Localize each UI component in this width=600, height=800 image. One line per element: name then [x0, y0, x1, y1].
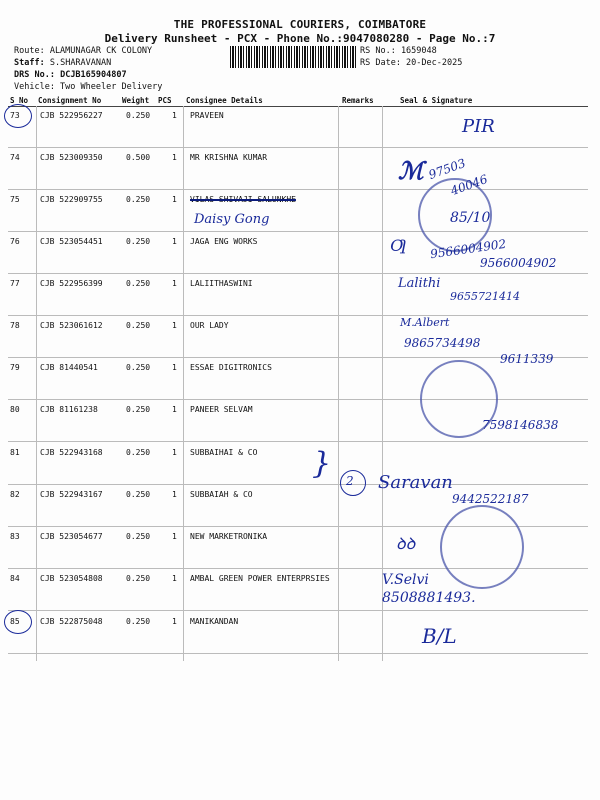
- col-remarks: Remarks: [342, 96, 374, 105]
- circled-row-mark: [4, 104, 32, 128]
- route-label: Route: ALAMUNAGAR CK COLONY: [14, 46, 153, 56]
- row-consignment: CJB 522909755: [40, 195, 103, 204]
- staff-name: S.SHARAVANAN: [49, 58, 112, 68]
- row-pcs: 1: [172, 405, 177, 414]
- row-consignee: JAGA ENG WORKS: [190, 237, 258, 246]
- row-weight: 0.250: [126, 237, 151, 246]
- row-weight: 0.250: [126, 574, 151, 583]
- row-sno: 80: [10, 405, 20, 414]
- table-row: [0, 363, 600, 405]
- row-consignee: OUR LADY: [190, 321, 229, 330]
- col-consignment: Consignment No: [38, 96, 102, 105]
- handwritten-phone: 9865734498: [404, 336, 481, 350]
- drs-label: DRS No.:: [14, 70, 55, 80]
- table-row: [0, 195, 600, 237]
- row-consignment: CJB 523054677: [40, 532, 103, 541]
- drs-line: [14, 70, 127, 81]
- staff-line: [14, 58, 111, 69]
- row-consignee: ESSAE DIGITRONICS: [190, 363, 272, 372]
- row-consignee: LALIITHASWINI: [190, 279, 253, 288]
- handwritten-signature: 85/10: [450, 210, 491, 226]
- row-sno: 85: [10, 617, 20, 626]
- row-sno: 78: [10, 321, 20, 330]
- col-weight: Weight: [122, 96, 150, 105]
- row-divider: [8, 610, 588, 611]
- handwritten-note: 97503: [426, 155, 468, 183]
- row-pcs: 1: [172, 111, 177, 120]
- company-seal-stamp: [440, 505, 524, 589]
- row-pcs: 1: [172, 490, 177, 499]
- table-row: [0, 153, 600, 195]
- row-weight: 0.250: [126, 321, 151, 330]
- row-divider: [8, 147, 588, 148]
- table-row: [0, 617, 600, 659]
- handwritten-phone: 9442522187: [452, 492, 529, 506]
- row-consignment: CJB 523009350: [40, 153, 103, 162]
- row-divider: [8, 441, 588, 442]
- signature-scribble: ꝺꝺ: [396, 534, 416, 553]
- staff-label: Staff:: [14, 58, 45, 68]
- row-consignment: CJB 81161238: [40, 405, 98, 414]
- handwritten-phone: 9611339: [500, 352, 554, 366]
- company-title: THE PROFESSIONAL COURIERS, COIMBATORE: [173, 18, 427, 31]
- row-sno: 83: [10, 532, 20, 541]
- runsheet-subtitle: Delivery Runsheet - PCX - Phone No.:9047080280 - Page No.:7: [104, 32, 496, 45]
- circled-row-mark: [4, 610, 32, 634]
- rs-number: RS No.: 1659048: [360, 46, 437, 56]
- row-pcs: 1: [172, 237, 177, 246]
- handwritten-phone: 7598146838: [482, 418, 559, 432]
- row-consignee: PANEER SELVAM: [190, 405, 253, 414]
- row-divider: [8, 653, 588, 654]
- row-consignee: NEW MARKETRONIKA: [190, 532, 268, 541]
- row-pcs: 1: [172, 195, 177, 204]
- row-pcs: 1: [172, 448, 177, 457]
- row-divider: [8, 231, 588, 232]
- row-divider: [8, 189, 588, 190]
- row-pcs: 1: [172, 363, 177, 372]
- row-sno: 74: [10, 153, 20, 162]
- signature-scribble: ℳ: [398, 156, 424, 185]
- row-weight: 0.250: [126, 279, 151, 288]
- handwritten-phone: 9655721414: [450, 290, 520, 303]
- row-sno: 76: [10, 237, 20, 246]
- handwritten-recipient: Daisy Gong: [194, 212, 270, 227]
- table-row: [0, 111, 600, 153]
- row-consignment: CJB 522956227: [40, 111, 103, 120]
- handwritten-recipient: M.Albert: [400, 316, 450, 329]
- row-sno: 82: [10, 490, 20, 499]
- drs-number: DCJB165904807: [60, 70, 127, 80]
- row-consignee: VILAS SHIVAJI SALUNKHE: [190, 195, 296, 204]
- row-weight: 0.250: [126, 617, 151, 626]
- row-consignment: CJB 81440541: [40, 363, 98, 372]
- row-weight: 0.250: [126, 111, 151, 120]
- row-consignment: CJB 523061612: [40, 321, 103, 330]
- row-weight: 0.250: [126, 405, 151, 414]
- row-sno: 84: [10, 574, 20, 583]
- row-weight: 0.250: [126, 195, 151, 204]
- handwritten-recipient: Saravan: [378, 472, 453, 493]
- row-weight: 0.500: [126, 153, 151, 162]
- handwritten-phone: 9566004902: [480, 256, 557, 270]
- col-pcs: PCS: [158, 96, 172, 105]
- col-sno: S No: [10, 96, 29, 105]
- row-weight: 0.250: [126, 532, 151, 541]
- row-consignee: MR KRISHNA KUMAR: [190, 153, 268, 162]
- rs-date: RS Date: 20-Dec-2025: [360, 58, 463, 68]
- row-sno: 75: [10, 195, 20, 204]
- table-row: [0, 448, 600, 490]
- handwritten-signature: B/L: [422, 624, 457, 648]
- handwritten-signature: PIR: [462, 116, 495, 137]
- row-pcs: 1: [172, 532, 177, 541]
- bracket-mark: }: [312, 446, 332, 481]
- row-weight: 0.250: [126, 490, 151, 499]
- row-weight: 0.250: [126, 448, 151, 457]
- row-consignment: CJB 522956399: [40, 279, 103, 288]
- row-consignee: PRAVEEN: [190, 111, 224, 120]
- row-consignee: AMBAL GREEN POWER ENTERPRSIES: [190, 574, 330, 583]
- vehicle-label: Vehicle: Two Wheeler Delivery: [14, 82, 163, 92]
- row-pcs: 1: [172, 153, 177, 162]
- barcode: [230, 46, 356, 68]
- row-sno: 81: [10, 448, 20, 457]
- row-consignment: CJB 523054451: [40, 237, 103, 246]
- header-divider: [8, 106, 588, 107]
- row-divider: [8, 273, 588, 274]
- row-sno: 77: [10, 279, 20, 288]
- row-consignee: SUBBAIHAI & CO: [190, 448, 258, 457]
- row-consignee: SUBBAIAH & CO: [190, 490, 253, 499]
- handwritten-phone: 8508881493.: [382, 590, 476, 606]
- row-sno: 73: [10, 111, 20, 120]
- row-pcs: 1: [172, 321, 177, 330]
- row-consignment: CJB 522943168: [40, 448, 103, 457]
- handwritten-recipient: V.Selvi: [382, 572, 429, 588]
- row-pcs: 1: [172, 279, 177, 288]
- handwritten-recipient: Lalithi: [398, 276, 441, 291]
- row-divider: [8, 399, 588, 400]
- row-pcs: 1: [172, 617, 177, 626]
- table-row: [0, 574, 600, 616]
- col-consignee: Consignee Details: [186, 96, 263, 105]
- row-consignment: CJB 523054808: [40, 574, 103, 583]
- signature-scribble: Ƣ: [390, 236, 407, 255]
- row-consignment: CJB 522943167: [40, 490, 103, 499]
- circled-number: 2: [346, 474, 354, 488]
- row-consignment: CJB 522875048: [40, 617, 103, 626]
- handwritten-phone: 9566004902: [429, 236, 507, 262]
- row-weight: 0.250: [126, 363, 151, 372]
- row-divider: [8, 315, 588, 316]
- row-pcs: 1: [172, 574, 177, 583]
- row-divider: [8, 484, 588, 485]
- handwritten-note: 40046: [448, 171, 490, 199]
- row-consignee: MANIKANDAN: [190, 617, 239, 626]
- row-sno: 79: [10, 363, 20, 372]
- col-seal-signature: Seal & Signature: [400, 96, 473, 105]
